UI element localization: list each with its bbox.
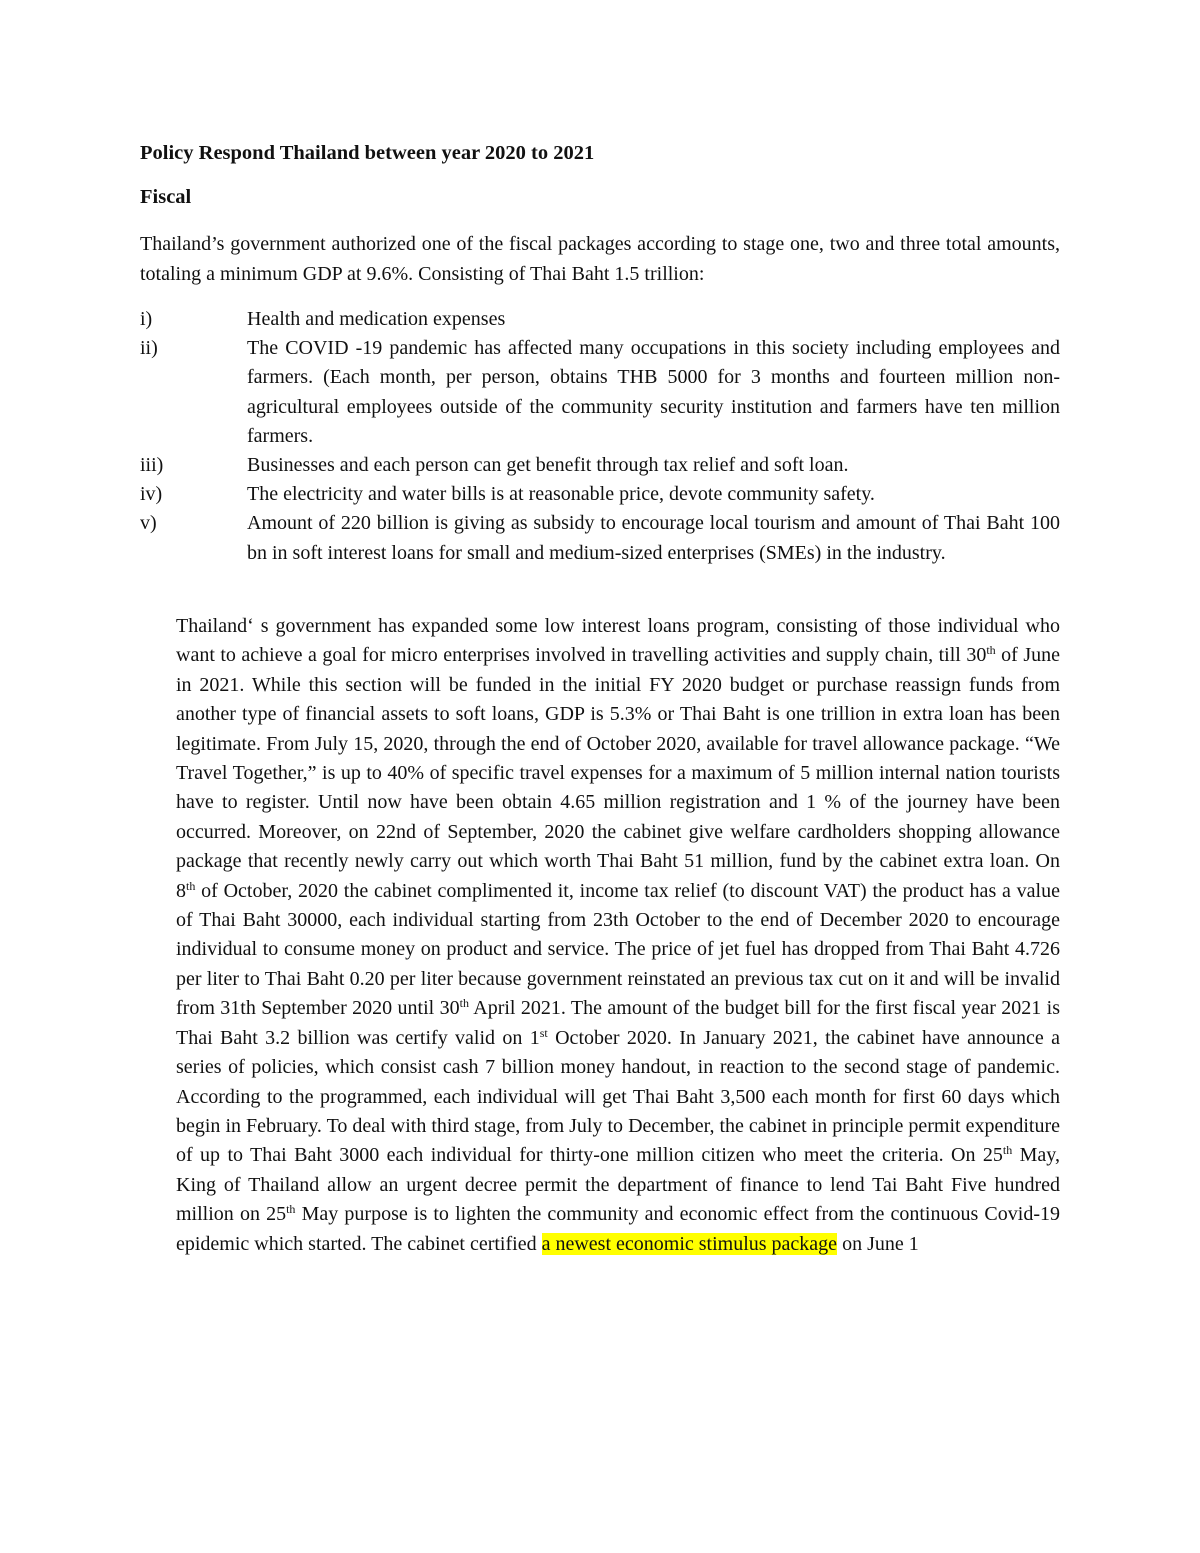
superscript: th <box>986 643 996 658</box>
body-text-segment: of October, 2020 the cabinet complimented it, income tax relief (to discount VAT) the product has a value of Thai Baht 30000, each individual starting from 23th October to the end of December 2020 to encourage individual to consume money on product and service. The price of jet fuel has dropped from Thai Baht 4.726 per liter to Thai Baht 0.20 per liter because government reinstated an previous tax cut on it and will be invalid from 31th September 2020 until 30 <box>176 879 1060 1020</box>
intro-paragraph: Thailand’s government authorized one of the fiscal packages according to stage one, two and three total amounts, totaling a minimum GDP at 9.6%. Consisting of Thai Baht 1.5 trillion: <box>140 233 1060 285</box>
superscript: st <box>539 1025 548 1040</box>
superscript: th <box>186 878 196 893</box>
list-item-text: Health and medication expenses <box>247 308 506 330</box>
list-item-text: The electricity and water bills is at reasonable price, devote community safety. <box>247 483 875 506</box>
section-heading: Fiscal <box>140 186 192 208</box>
list-item-number: i) <box>140 308 153 330</box>
highlighted-text: a newest economic stimulus package <box>541 1232 838 1255</box>
list-item <box>140 480 1060 509</box>
superscript: th <box>459 996 469 1011</box>
list-item-text: The COVID -19 pandemic has affected many occupations in this society including employees and farmers. (Each month, per person, obtains THB 5000 for 3 months and fourteen million non-agricultural employees outside of the community security institution and farmers have ten million farmers. <box>247 337 1060 447</box>
list-item <box>140 509 1060 567</box>
body-text-segment: of June in 2021. While this section will be funded in the initial FY 2020 budget or purchase reassign funds from another type of financial assets to soft loans, GDP is 5.3% or Thai Baht is one trillion in extra loan has been legitimate. From July 15, 2020, through the end of October 2020, available for travel allowance package. “We Travel Together,” is up to 40% of specific travel expenses for a maximum of 5 million internal nation tourists have to register. Until now have been obtain 4.65 million registration and 1 % of the journey have been occurred. Moreover, on 22nd of September, 2020 the cabinet give welfare cardholders shopping allowance package that recently newly carry out which worth Thai Baht 51 million, fund by the cabinet extra loan. On 8 <box>176 644 1060 902</box>
list-item-text: Amount of 220 billion is giving as subsidy to encourage local tourism and amount of Thai Baht 100 bn in soft interest loans for small and medium-sized enterprises (SMEs) in the industry. <box>247 512 1060 564</box>
body-paragraph <box>176 612 1060 1259</box>
list-item <box>140 334 1060 451</box>
body-text-segment: April 2021. The amount of the budget bill for the first fiscal year 2021 is Thai Baht 3.2 billion was certify valid on 1 <box>176 997 1060 1049</box>
list-item-number: iv) <box>140 483 163 506</box>
list-item <box>140 451 1060 480</box>
list-item-number: ii) <box>140 337 158 360</box>
superscript: th <box>1002 1143 1013 1158</box>
list-item-number: iii) <box>140 454 164 477</box>
body-text-segment: May purpose is to lighten the community and economic effect from the continuous Covid-19 epidemic which started. The cabinet certified <box>176 1203 1060 1255</box>
list-item-text: Businesses and each person can get benefit through tax relief and soft loan. <box>247 454 849 477</box>
list-item-number: v) <box>140 512 157 535</box>
list-item <box>140 305 1060 334</box>
body-text-segment: on June 1 <box>837 1232 919 1255</box>
superscript: th <box>286 1202 296 1217</box>
body-text-segment: Thailand‘ s government has expanded some low interest loans program, consisting of those individual who want to achieve a goal for micro enterprises involved in travelling activities and supply chain, till 30 <box>176 615 1060 667</box>
fiscal-package-list <box>140 305 1060 568</box>
body-text-segment: May, King of Thailand allow an urgent decree permit the department of finance to lend Tai Baht Five hundred million on 25 <box>176 1144 1060 1226</box>
body-text-segment: October 2020. In January 2021, the cabinet have announce a series of policies, which consist cash 7 billion money handout, in reaction to the second stage of pandemic. According to the programmed, each individual will get Thai Baht 3,500 each month for first 60 days which begin in February. To deal with third stage, from July to December, the cabinet in principle permit expenditure of up to Thai Baht 3000 each individual for thirty-one million citizen who meet the criteria. On 25 <box>176 1026 1060 1167</box>
document-title: Policy Respond Thailand between year 2020 to 2021 <box>140 142 595 164</box>
